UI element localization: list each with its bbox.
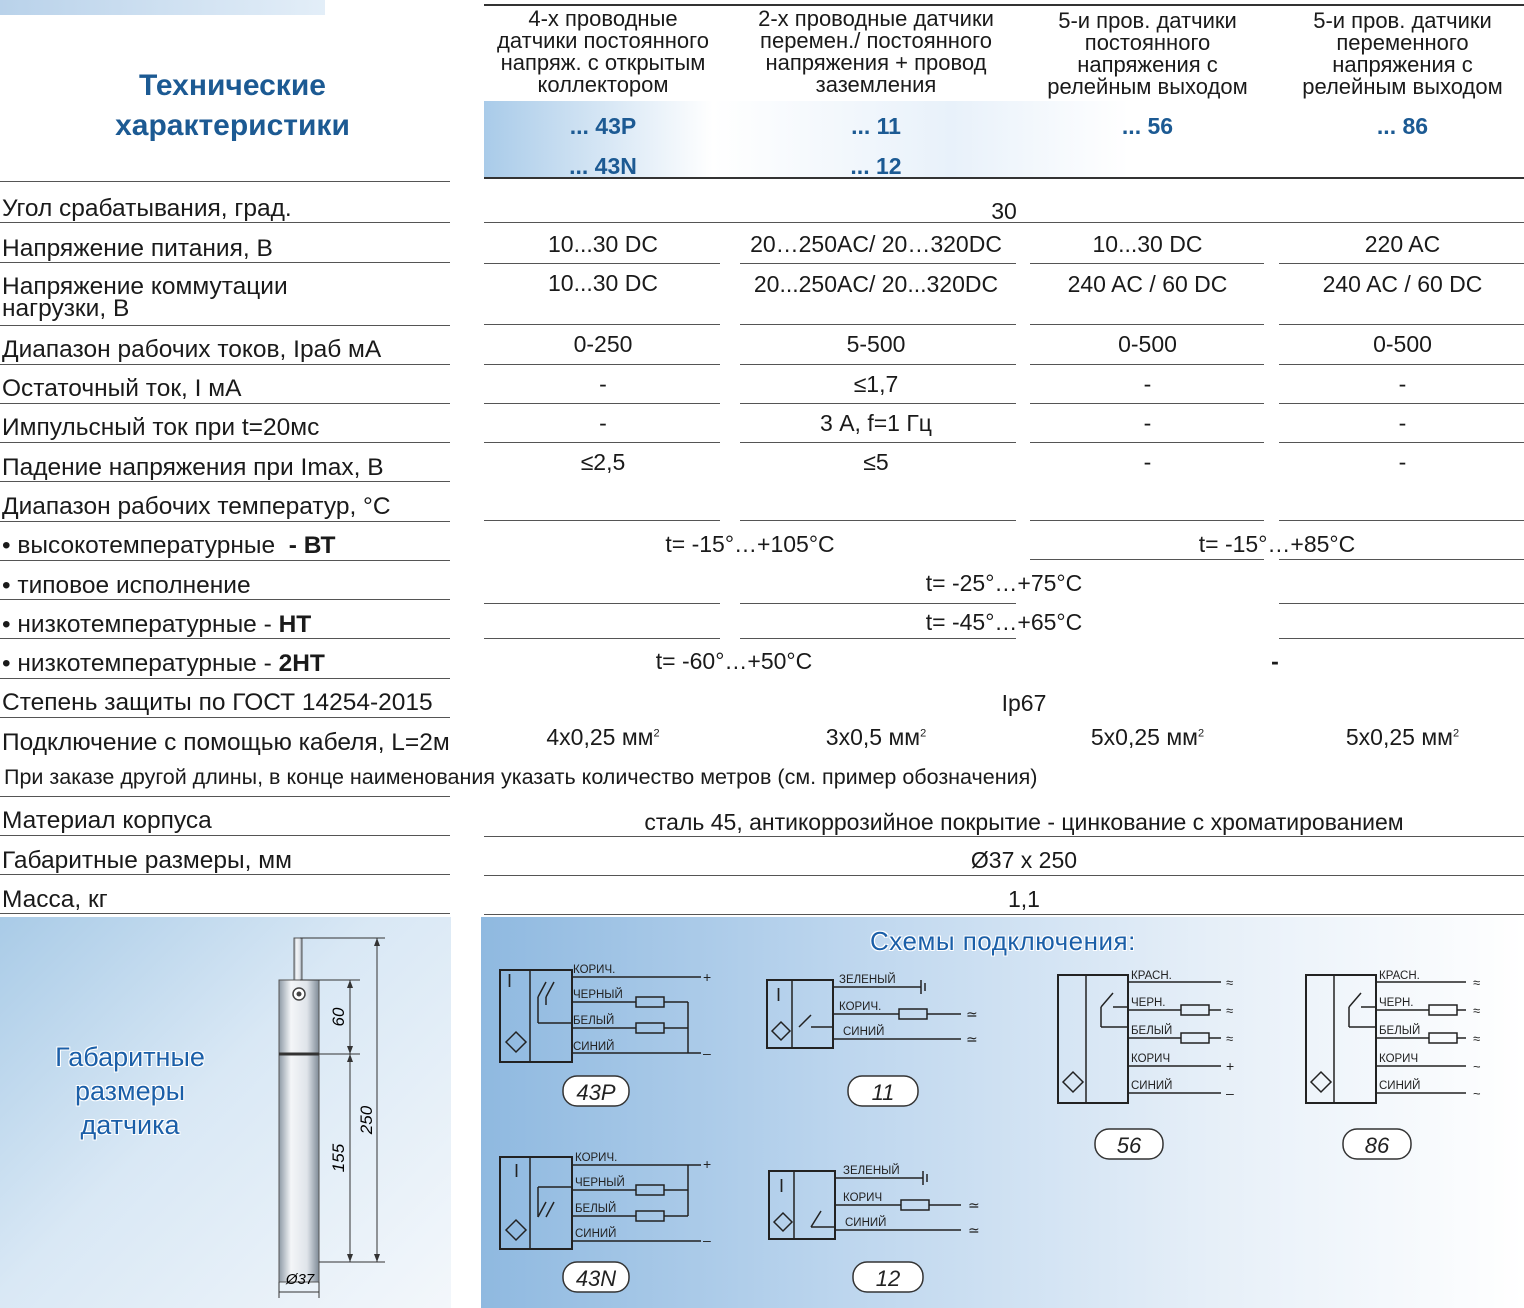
svg-text:≃: ≃ [968,1222,980,1238]
svg-text:+: + [703,1156,712,1172]
label-cable: Подключение с помощью кабеля, L=2м [2,729,450,756]
top-accent-bar [0,0,325,15]
code-43n: ... 43N [569,153,637,179]
svg-text:СИНИЙ: СИНИЙ [575,1228,617,1240]
svg-text:СИНИЙ: СИНИЙ [573,1041,615,1053]
label-angle: Угол срабатывания, град. [2,195,292,222]
svg-text:КОРИЧ: КОРИЧ [1131,1053,1171,1065]
svg-text:I: I [507,971,513,991]
wiring-diagrams [481,917,1524,1308]
label-43n: 43N [575,1266,617,1291]
value-temp-nt: t= -45°…+65°С [925,609,1083,635]
svg-text:–: – [703,1232,711,1248]
svg-text:≃: ≃ [966,1006,978,1022]
value-drop-43: ≤2,5 [580,449,626,475]
value-current-56: 0-500 [1118,331,1177,357]
value-switching-56: 240 AC / 60 DC [1067,271,1228,297]
value-ip: Ip67 [1001,690,1047,716]
label-56: 56 [1116,1133,1142,1158]
svg-text:I: I [514,1161,520,1181]
svg-text:БЕЛЫЙ: БЕЛЫЙ [1379,1025,1421,1037]
value-current-86: 0-500 [1373,331,1432,357]
label-temp-bt: • высокотемпературные - ВТ [2,532,336,559]
svg-text:≈: ≈ [1226,1031,1234,1046]
value-residual-56: - [1143,371,1152,397]
dim-60-label: 60 [329,1007,348,1027]
svg-text:≈: ≈ [1473,1003,1481,1018]
code-12: ... 12 [850,153,902,179]
svg-text:СИНИЙ: СИНИЙ [1379,1080,1421,1092]
label-ip: Степень защиты по ГОСТ 14254-2015 [2,689,433,716]
svg-text:КОРИЧ.: КОРИЧ. [573,964,616,976]
value-pulse-86: - [1398,410,1407,436]
svg-text:≈: ≈ [1226,1003,1234,1018]
value-supply-11: 20…250AC/ 20…320DC [750,231,1002,257]
dim-155-label: 155 [329,1143,348,1173]
value-temp-std: t= -25°…+75°С [925,570,1083,596]
svg-text:БЕЛЫЙ: БЕЛЫЙ [575,1203,617,1215]
value-pulse-43: - [599,410,607,436]
svg-text:ЗЕЛЕНЫЙ: ЗЕЛЕНЫЙ [843,1165,900,1177]
code-11: ... 11 [851,113,901,139]
value-supply-86: 220 AC [1364,231,1441,257]
value-current-43: 0-250 [573,331,633,357]
svg-text:–: – [703,1045,711,1061]
value-switching-86: 240 AC / 60 DC [1322,271,1483,297]
header-bottom-rule [484,177,1524,179]
svg-text:КРАСН.: КРАСН. [1379,970,1420,982]
svg-text:КОРИЧ.: КОРИЧ. [839,1001,882,1013]
svg-text:СИНИЙ: СИНИЙ [845,1217,887,1229]
column-header-86: 5-и пров. датчики переменного напряжения с релейным выходом [1302,8,1503,99]
schemes-title: Схемы подключения: [870,926,1136,956]
value-pulse-11: 3 А, f=1 Гц [820,410,932,436]
value-temp-2nt-b: - [1271,648,1279,674]
label-temp-std: • типовое исполнение [2,572,251,599]
label-43p: 43P [576,1080,616,1105]
label-drop: Падение напряжения при Imax, В [2,454,384,481]
value-temp-bt-a: t= -15°…+105°С [665,531,835,557]
value-residual-11: ≤1,7 [853,371,899,397]
svg-text:~: ~ [1473,1059,1481,1074]
value-drop-86: - [1398,449,1407,475]
page-title: Технические характеристики [115,69,350,142]
svg-text:КРАСН.: КРАСН. [1131,970,1172,982]
value-cable-56: 5x0,25 $мм^2$ [1090,724,1205,750]
column-header-56: 5-и пров. датчики постоянного напряжения с релейным выходом [1047,8,1248,99]
code-86: ... 86 [1376,113,1429,139]
value-temp-bt-b: t= -15°…+85°С [1198,531,1356,557]
svg-text:≈: ≈ [1473,975,1481,990]
svg-text:+: + [1226,1058,1235,1074]
label-11: 11 [871,1080,895,1105]
value-pulse-56: - [1143,410,1152,436]
dimensions-title: Габаритные размеры датчика [55,1042,205,1140]
value-residual-86: - [1398,371,1407,397]
label-temp-2nt: • низкотемпературные - 2НТ [2,650,325,677]
label-pulse: Импульсный ток при t=20мс [2,414,320,441]
value-temp-2nt: t= -60°…+50°С [655,648,813,674]
label-12: 12 [875,1266,901,1291]
svg-text:≃: ≃ [968,1197,980,1213]
label-rule [0,181,450,182]
svg-text:ЧЕРНЫЙ: ЧЕРНЫЙ [573,989,623,1001]
svg-text:~: ~ [1473,1086,1481,1101]
label-supply: Напряжение питания, В [2,235,273,262]
svg-text:I: I [776,985,782,1005]
dim-d37-label: Ø37 [285,1271,315,1288]
svg-text:СИНИЙ: СИНИЙ [1131,1080,1173,1092]
value-dims: Ø37 х 250 [970,847,1078,873]
column-header-43: 4-х проводные датчики постоянного напряж. с открытым коллектором [497,6,709,97]
value-switching-11: 20...250AC/ 20...320DC [753,271,999,297]
svg-text:ЧЕРНЫЙ: ЧЕРНЫЙ [575,1177,625,1189]
svg-text:КОРИЧ: КОРИЧ [843,1192,883,1204]
value-drop-11: ≤5 [863,449,889,475]
value-current-11: 5-500 [846,331,906,357]
svg-text:≃: ≃ [966,1031,978,1047]
label-current: Диапазон рабочих токов, Iраб мА [2,336,382,363]
svg-text:КОРИЧ: КОРИЧ [1379,1053,1419,1065]
code-56: ... 56 [1121,113,1174,139]
label-dims: Габаритные размеры, мм [2,847,292,874]
svg-text:БЕЛЫЙ: БЕЛЫЙ [573,1015,615,1027]
label-temp-nt: • низкотемпературные - НТ [2,611,312,638]
value-cable-43: 4x0,25 $мм^2$ [546,724,660,750]
order-note: При заказе другой длины, в конце наименования указать количество метров (см. пример обозначения) [4,765,1038,789]
value-switching-43: 10...30 DC [548,270,658,296]
svg-text:+: + [703,969,712,985]
label-temp: Диапазон рабочих температур, °С [2,493,391,520]
label-material: Материал корпуса [2,807,212,834]
svg-text:СИНИЙ: СИНИЙ [843,1026,885,1038]
value-supply-43: 10...30 DC [548,231,658,257]
svg-text:–: – [1226,1085,1234,1101]
value-residual-43: - [599,371,607,397]
value-material: сталь 45, антикоррозийное покрытие - цинкование с хроматированием [644,809,1404,835]
svg-text:КОРИЧ.: КОРИЧ. [575,1152,618,1164]
svg-text:I: I [779,1176,785,1196]
value-cable-86: 5x0,25 $мм^2$ [1345,724,1460,750]
label-residual: Остаточный ток, I мА [2,375,242,402]
value-drop-56: - [1143,449,1152,475]
value-mass: 1,1 [1008,886,1040,912]
dim-250-label: 250 [357,1105,376,1135]
code-43p: ... 43P [569,113,637,139]
value-cable-11: 3x0,5 $мм^2$ [825,724,927,750]
sensor-dimension-drawing [260,920,410,1305]
svg-text:ЧЕРН.: ЧЕРН. [1379,997,1414,1009]
svg-text:БЕЛЫЙ: БЕЛЫЙ [1131,1025,1173,1037]
value-angle: 30 [991,198,1017,224]
label-86: 86 [1364,1133,1390,1158]
svg-text:≈: ≈ [1226,975,1234,990]
column-header-11: 2-х проводные датчики перемен./ постоянного напряжения + провод заземления [758,6,994,97]
svg-text:ЗЕЛЕНЫЙ: ЗЕЛЕНЫЙ [839,974,896,986]
svg-text:ЧЕРН.: ЧЕРН. [1131,997,1166,1009]
value-supply-56: 10...30 DC [1092,231,1203,257]
label-switching: Напряжение коммутации нагрузки, В [2,273,288,322]
svg-text:≈: ≈ [1473,1031,1481,1046]
label-mass: Масса, кг [2,886,108,913]
